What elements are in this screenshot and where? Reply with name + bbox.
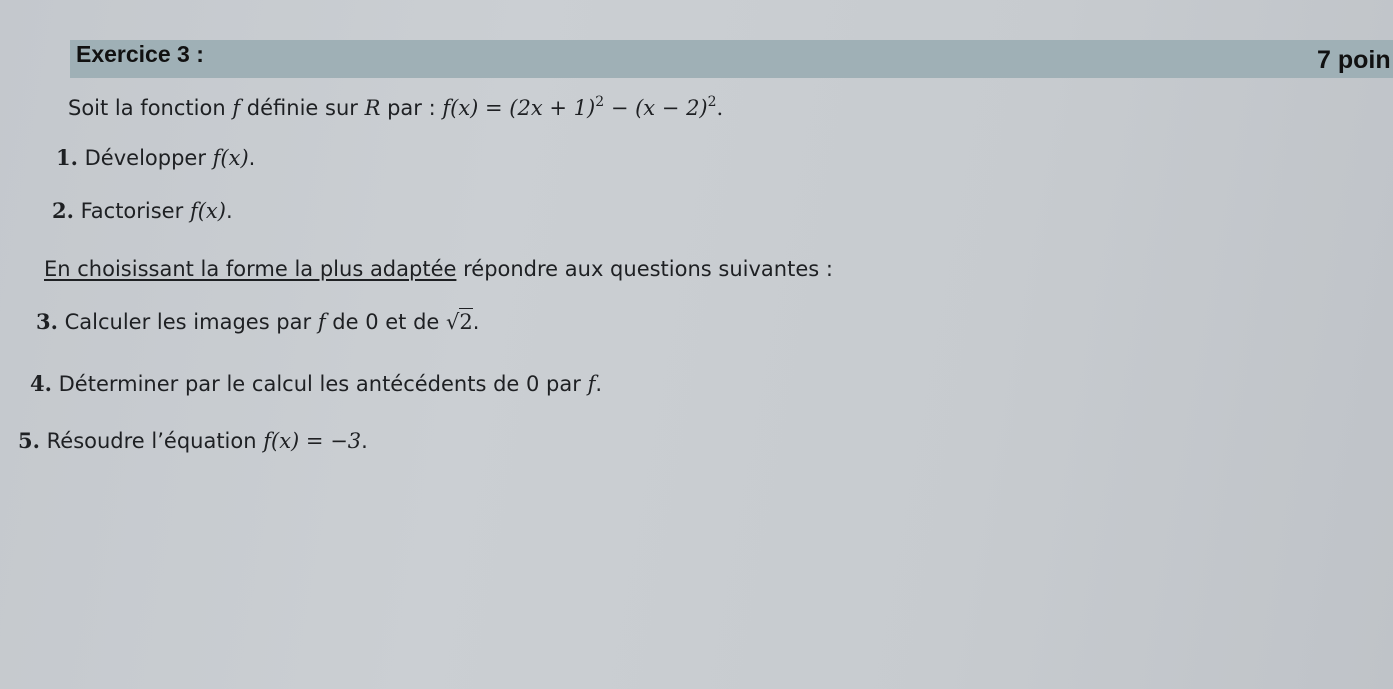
question-1 <box>56 145 255 170</box>
intro-text: Soit la fonction <box>68 96 226 120</box>
question-end: . <box>248 146 256 170</box>
sqrt-symbol: √ <box>446 310 460 334</box>
question-2 <box>52 198 233 223</box>
instruction <box>44 257 833 281</box>
question-math: f(x) <box>212 146 249 170</box>
question-text: Calculer les images par <box>64 310 312 334</box>
formula-exponent-1: 2 <box>595 94 605 110</box>
question-end: . <box>595 372 603 396</box>
question-number: 1. <box>56 145 78 170</box>
question-number: 4. <box>30 371 52 396</box>
question-function-name: f <box>587 372 596 396</box>
question-4 <box>30 371 602 396</box>
exercise-title: Exercice 3 : <box>76 41 204 67</box>
question-end: . <box>225 199 233 223</box>
question-text-2: de 0 et de <box>332 310 440 334</box>
question-text: Factoriser <box>80 199 184 223</box>
question-number: 2. <box>52 198 74 223</box>
instruction-underlined: En choisissant la forme la plus adaptée <box>44 257 457 281</box>
sqrt-radicand: 2 <box>459 310 473 334</box>
question-end: . <box>361 429 368 453</box>
formula-lhs: f(x) = (2x + 1) <box>442 96 596 120</box>
intro-statement <box>68 96 723 120</box>
question-end: . <box>472 310 480 334</box>
question-function-name: f <box>317 310 326 334</box>
square-root-expression <box>446 308 473 334</box>
intro-formula <box>442 96 723 120</box>
question-5 <box>18 428 368 453</box>
question-text: Résoudre l’équation <box>46 429 257 453</box>
question-math: f(x) <box>189 199 226 223</box>
exercise-header-band <box>70 40 1393 78</box>
formula-mid: − (x − 2) <box>604 96 708 120</box>
intro-text-3: par : <box>387 96 436 120</box>
intro-function-name: f <box>232 96 241 120</box>
formula-end: . <box>716 96 724 120</box>
intro-set-r: R <box>364 96 381 120</box>
question-3 <box>36 309 479 334</box>
question-number: 3. <box>36 309 58 334</box>
question-text: Déterminer par le calcul les antécédents de 0 par <box>58 372 581 396</box>
question-text: Développer <box>84 146 206 170</box>
formula-exponent-2: 2 <box>707 94 717 110</box>
intro-text-2: définie sur <box>246 96 358 120</box>
instruction-rest: répondre aux questions suivantes : <box>456 257 833 281</box>
question-math: f(x) = −3 <box>263 429 362 453</box>
question-number: 5. <box>18 428 40 453</box>
exercise-points: 7 poin <box>1317 46 1391 74</box>
